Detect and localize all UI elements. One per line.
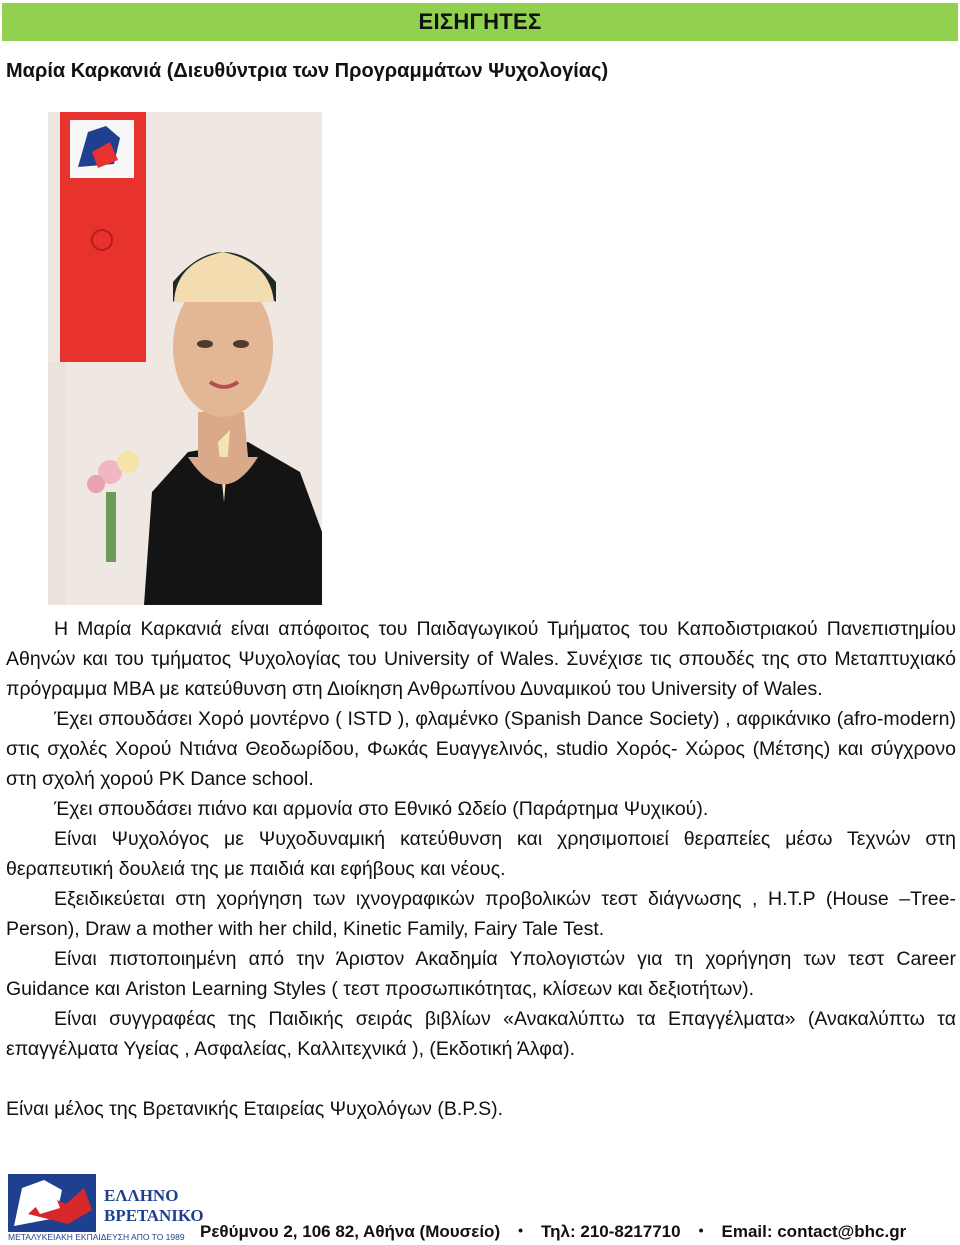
portrait-photo bbox=[48, 112, 322, 605]
bullet-separator: • bbox=[698, 1222, 704, 1238]
bio-paragraph: Είναι συγγραφέας της Παιδικής σειράς βιβλίων «Ανακαλύπτω τα Επαγγέλματα» (Ανακαλύπτω τα επαγγέλματα Υγείας , Ασφαλείας, Καλλιτεχνικά ), (Εκδοτική Άλφα). bbox=[6, 1008, 956, 1060]
bio-paragraph: Η Μαρία Καρκανιά είναι απόφοιτος του Παιδαγωγικού Τμήματος του Καποδιστριακού Πανεπιστημίου Αθηνών και του τμήματος Ψυχολογίας του University of Wales. Συνέχισε τις σπουδές της στο Μεταπτυχιακό πρόγραμμα ΜΒΑ με κατεύθυνση στη Διοίκηση Ανθρωπίνου Δυναμικού του University of Wales. bbox=[6, 618, 956, 700]
hellenic-british-logo bbox=[8, 1170, 204, 1242]
email-link[interactable]: Email: contact@bhc.gr bbox=[721, 1222, 907, 1241]
bio-paragraph: Είναι Ψυχολόγος με Ψυχοδυναμική κατεύθυνση και χρησιμοποιεί θεραπείες μέσω Τεχνών στη θεραπευτική δουλειά της με παιδιά και εφήβους και νέους. bbox=[6, 828, 956, 880]
contact-info bbox=[200, 1222, 906, 1242]
section-header bbox=[2, 3, 958, 41]
membership-line: Είναι μέλος της Βρετανικής Εταιρείας Ψυχολόγων (B.P.S). bbox=[6, 1098, 504, 1120]
person-heading: Μαρία Καρκανιά (Διευθύντρια των Προγραμμάτων Ψυχολογίας) bbox=[6, 60, 609, 82]
address-text: Ρεθύμνου 2, 106 82, Αθήνα (Μουσείο) bbox=[200, 1222, 501, 1241]
phone-text: Τηλ: 210-8217710 bbox=[541, 1222, 681, 1241]
logo-line2: ΒΡΕΤΑΝΙΚΟ bbox=[104, 1206, 204, 1225]
logo-tagline: ΜΕΤΑΛΥΚΕΙΑΚΗ ΕΚΠΑΙΔΕΥΣΗ ΑΠΟ ΤΟ 1989 bbox=[8, 1232, 185, 1242]
bio-paragraph: Είναι πιστοποιημένη από την Άριστον Ακαδημία Υπολογιστών για τη χορήγηση των τεστ Career Guidance και Ariston Learning Styles ( τεστ προσωπικότητας, κλίσεων και δεξιοτήτων). bbox=[6, 948, 956, 1000]
logo-line1: ΕΛΛΗΝΟ bbox=[104, 1186, 179, 1205]
bio-paragraph: Έχει σπουδάσει πιάνο και αρμονία στο Εθνικό Ωδείο (Παράρτημα Ψυχικού). bbox=[54, 798, 709, 820]
bio-paragraph: Εξειδικεύεται στη χορήγηση των ιχνογραφικών προβολικών τεστ διάγνωσης , H.T.P (House –Tree- Person), Draw a mother with her child, Kinetic Family, Fairy Tale Test. bbox=[6, 888, 956, 940]
biography-text bbox=[6, 614, 956, 1124]
bio-paragraph: Έχει σπουδάσει Χορό μοντέρνο ( ISTD ), φλαμένκο (Spanish Dance Society) , αφρικάνικο (afro-modern) στις σχολές Χορού Ντιάνα Θεοδωρίδου, Φωκάς Ευαγγελινός, studio Χορός- Χώρος (Μέτσης) και σύγχρονο στη σχολή χορού PK Dance school. bbox=[6, 708, 956, 790]
page-footer bbox=[0, 1162, 960, 1245]
bullet-separator: • bbox=[518, 1222, 524, 1238]
section-title: ΕΙΣΗΓΗΤΕΣ bbox=[418, 9, 542, 34]
